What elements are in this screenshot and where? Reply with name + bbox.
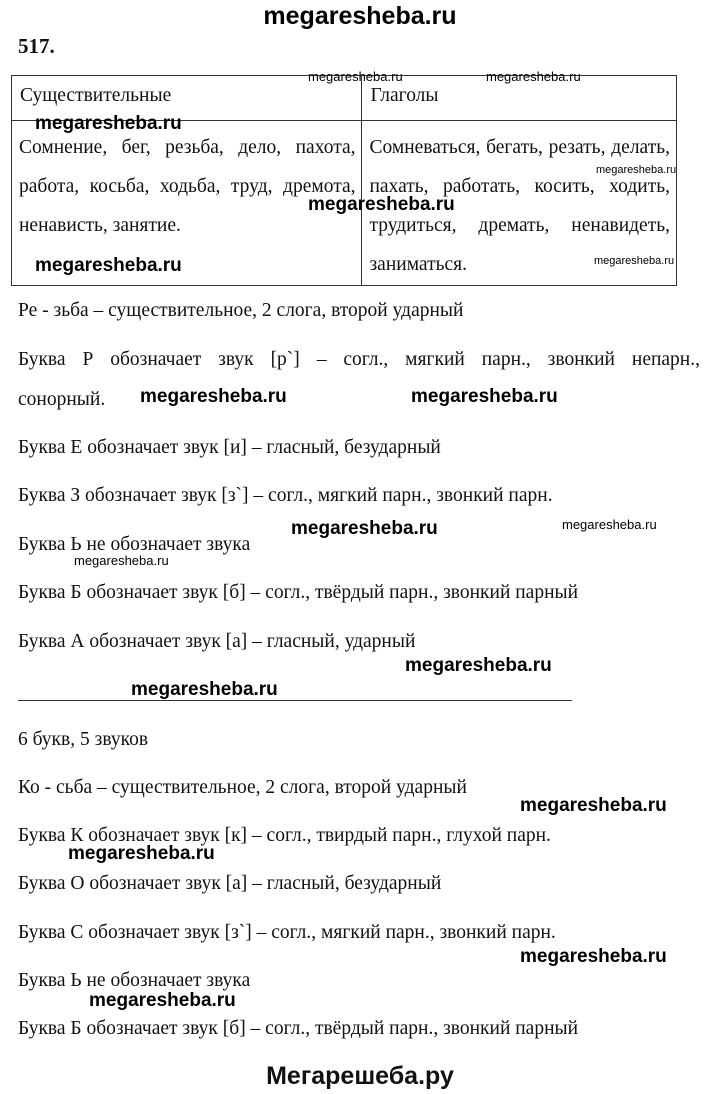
nouns-cell: Сомнение, бег, резьба, дело, пахота, работа, косьба, ходьба, труд, дремота, ненависть, занятие. xyxy=(12,121,362,286)
analysis1-line-r-2: сонорный. xyxy=(18,389,106,410)
watermark: megaresheba.ru xyxy=(291,518,438,539)
nouns-header: Существительные xyxy=(12,76,362,121)
analysis1-line-b: Буква Б обозначает звук [б] – согл., твёрдый парн., звонкий парный xyxy=(18,582,579,603)
analysis1-line-z: Буква З обозначает звук [з`] – согл., мягкий парн., звонкий парн. xyxy=(18,485,553,506)
letter-sound-count: 6 букв, 5 звуков xyxy=(18,729,149,750)
analysis2-line-s: Буква С обозначает звук [з`] – согл., мягкий парн., звонкий парн. xyxy=(18,922,556,943)
task-number: 517. xyxy=(18,34,55,58)
analysis2-line-soft: Буква Ь не обозначает звука xyxy=(18,970,251,991)
watermark: megaresheba.ru xyxy=(140,386,287,407)
verbs-cell: Сомневаться, бегать, резать, делать, пахать, работать, косить, ходить, трудиться, дремать, ненавидеть, заниматься. xyxy=(362,121,677,286)
watermark: megaresheba.ru xyxy=(308,69,403,84)
site-footer: Мегарешеба.ру xyxy=(266,1062,454,1090)
watermark: megaresheba.ru xyxy=(520,795,667,816)
watermark: megaresheba.ru xyxy=(405,655,552,676)
analysis1-title: Ре - зьба – существительное, 2 слога, второй ударный xyxy=(18,300,464,321)
watermark: megaresheba.ru xyxy=(594,255,675,267)
analysis1-line-a: Буква А обозначает звук [а] – гласный, ударный xyxy=(18,631,416,652)
analysis2-line-o: Буква О обозначает звук [а] – гласный, безударный xyxy=(18,873,442,894)
watermark: megaresheba.ru xyxy=(486,69,581,84)
analysis2-line-k: Буква К обозначает звук [к] – согл., твирдый парн., глухой парн. xyxy=(18,825,551,846)
watermark: megaresheba.ru xyxy=(35,255,182,276)
watermark: megaresheba.ru xyxy=(562,517,657,532)
watermark: megaresheba.ru xyxy=(74,553,169,568)
analysis1-line-soft: Буква Ь не обозначает звука xyxy=(18,534,251,555)
watermark: megaresheba.ru xyxy=(308,194,455,215)
verbs-header: Глаголы xyxy=(362,76,677,121)
analysis1-line-e: Буква Е обозначает звук [и] – гласный, безударный xyxy=(18,437,441,458)
watermark: megaresheba.ru xyxy=(596,164,677,176)
watermark: megaresheba.ru xyxy=(89,990,236,1011)
analysis2-title: Ко - сьба – существительное, 2 слога, второй ударный xyxy=(18,777,467,798)
watermark: megaresheba.ru xyxy=(411,386,558,407)
section-divider xyxy=(18,700,572,701)
watermark: megaresheba.ru xyxy=(520,946,667,967)
watermark: megaresheba.ru xyxy=(68,843,215,864)
site-header: megaresheba.ru xyxy=(263,2,457,30)
watermark: megaresheba.ru xyxy=(35,113,182,134)
analysis2-line-b: Буква Б обозначает звук [б] – согл., твёрдый парн., звонкий парный xyxy=(18,1018,579,1039)
analysis1-line-r-1: Буква Р обозначает звук [р`] – согл., мягкий парн., звонкий непарн., xyxy=(18,349,700,370)
watermark: megaresheba.ru xyxy=(131,679,278,700)
